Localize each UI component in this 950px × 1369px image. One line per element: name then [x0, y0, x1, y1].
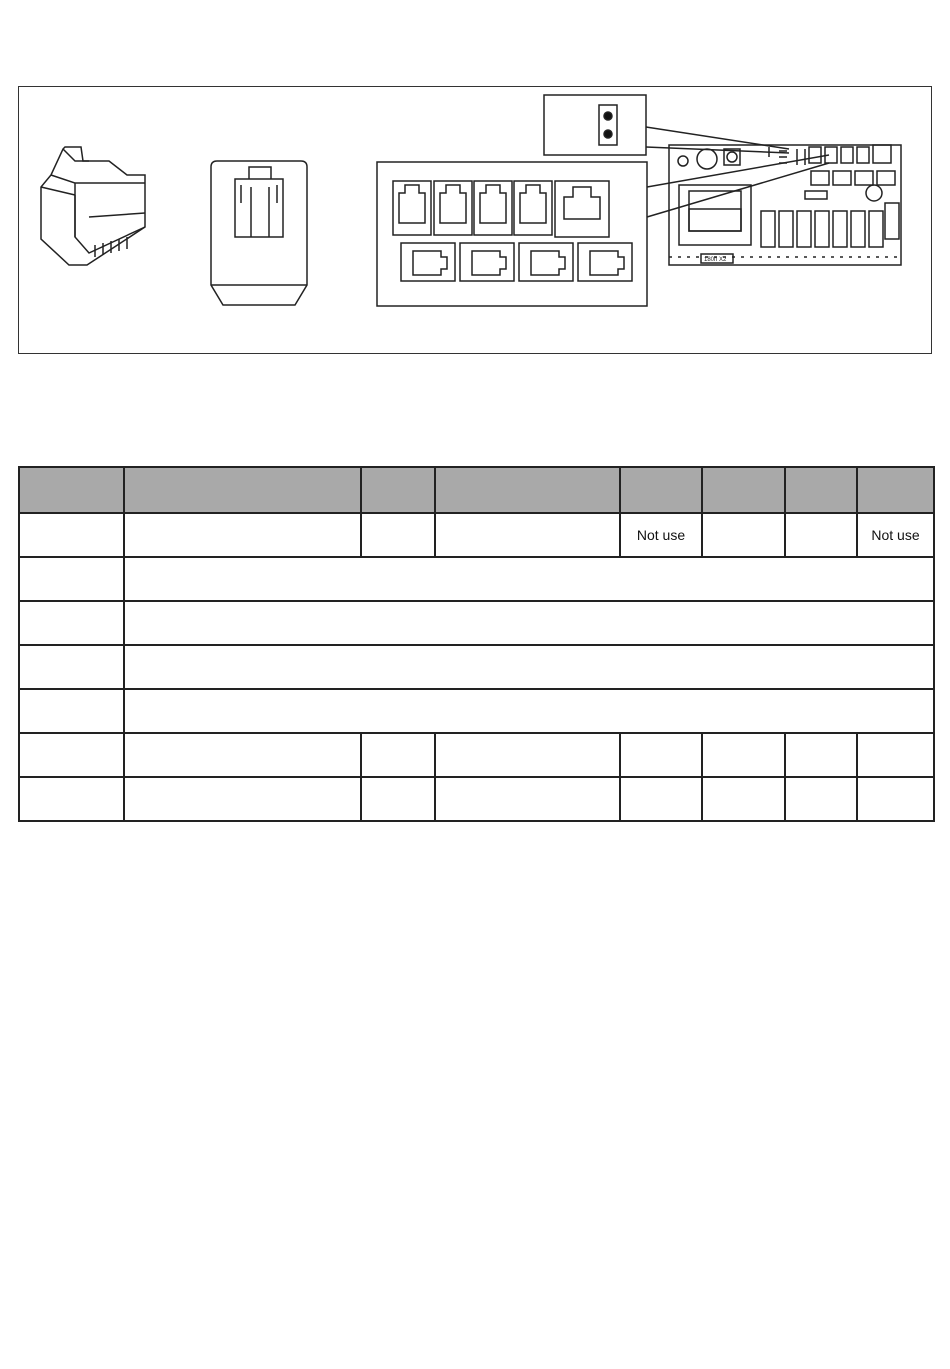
- table-cell: [702, 513, 785, 557]
- connector-figure: [18, 86, 932, 354]
- table-cell: [19, 513, 124, 557]
- table-cell-merged: [124, 601, 934, 645]
- jumper-zoom: [544, 95, 646, 155]
- table-cell: [702, 777, 785, 821]
- board-label: 180n X2: [704, 257, 727, 263]
- circuit-board-drawing: [669, 145, 901, 265]
- table-cell: [19, 733, 124, 777]
- table-cell: [124, 733, 361, 777]
- header-cell: [702, 467, 785, 513]
- table-cell: [785, 733, 857, 777]
- jack-panel-zoom: [377, 162, 647, 306]
- header-cell: [19, 467, 124, 513]
- header-cell: [620, 467, 702, 513]
- header-cell: [361, 467, 435, 513]
- table-cell-merged: [124, 645, 934, 689]
- table-row: [19, 777, 934, 821]
- table-row: [19, 513, 934, 557]
- table-cell: [361, 777, 435, 821]
- table-cell: [361, 733, 435, 777]
- table-cell: [19, 557, 124, 601]
- header-cell: [857, 467, 934, 513]
- table-cell: [19, 645, 124, 689]
- header-cell: [124, 467, 361, 513]
- header-cell: [785, 467, 857, 513]
- table-cell: [19, 777, 124, 821]
- table-cell: [620, 777, 702, 821]
- table-cell-not-use: Not use: [857, 513, 934, 557]
- callout-lines: [646, 127, 829, 217]
- table-row: [19, 733, 934, 777]
- table-cell: [19, 601, 124, 645]
- table-cell-merged: [124, 689, 934, 733]
- rj-plug-drawing: [41, 147, 145, 265]
- table-cell-merged: [124, 557, 934, 601]
- table-row-merged: [19, 689, 934, 733]
- connector-spec-table: [18, 466, 935, 822]
- table-cell: [702, 733, 785, 777]
- table-row-merged: [19, 601, 934, 645]
- rj-jack-drawing: [211, 161, 307, 305]
- table-cell: [19, 689, 124, 733]
- table-header-row: [19, 467, 934, 513]
- table-cell: [435, 777, 620, 821]
- table-cell: [857, 777, 934, 821]
- table-cell: [361, 513, 435, 557]
- connector-illustration: [19, 87, 933, 355]
- table-cell: [435, 733, 620, 777]
- table-cell: [785, 777, 857, 821]
- table-cell-not-use: Not use: [620, 513, 702, 557]
- header-cell: [435, 467, 620, 513]
- table-cell: [124, 777, 361, 821]
- table-cell: [785, 513, 857, 557]
- table-cell: [435, 513, 620, 557]
- table-row-merged: [19, 645, 934, 689]
- table-cell: [857, 733, 934, 777]
- table-cell: [620, 733, 702, 777]
- table-row-merged: [19, 557, 934, 601]
- rj45-jack-row: [401, 243, 632, 281]
- rj11-jack-row: [393, 181, 609, 237]
- table-cell: [124, 513, 361, 557]
